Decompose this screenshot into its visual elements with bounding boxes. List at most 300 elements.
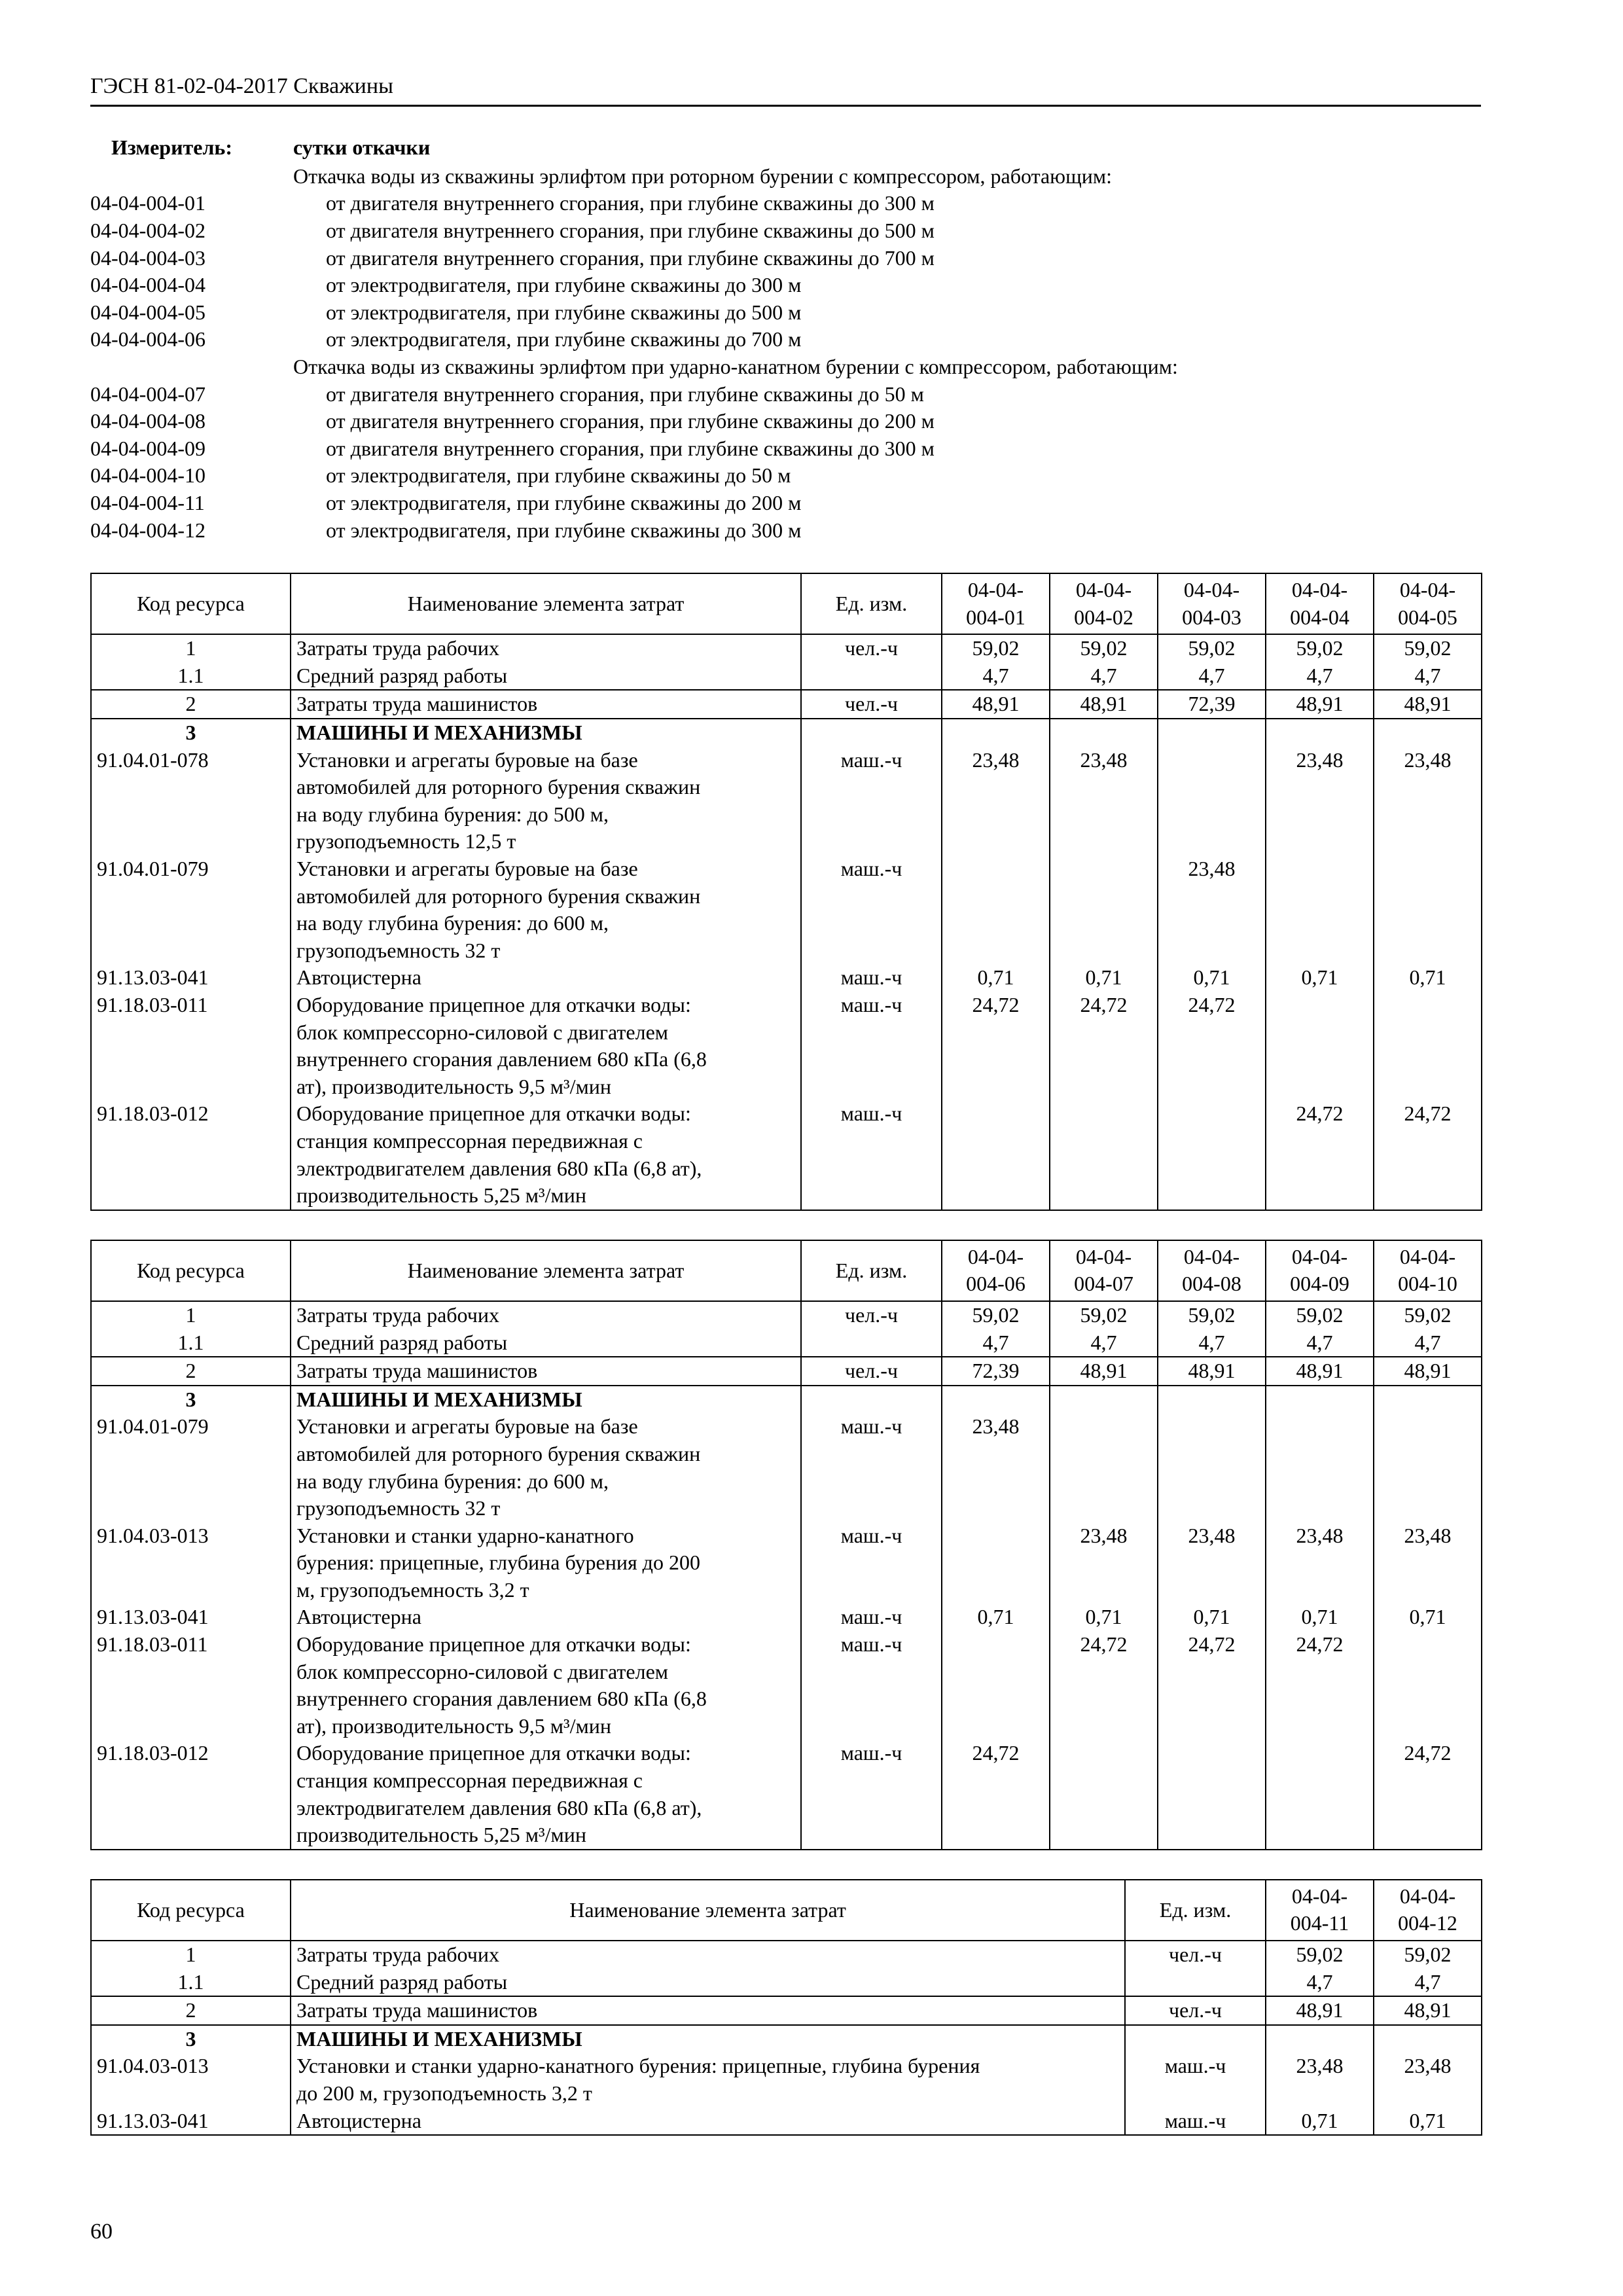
resource-name-line: автомобилей для роторного бурения скважин	[296, 884, 701, 908]
resource-value: 0,71	[1266, 2108, 1374, 2136]
group-title: Откачка воды из скважины эрлифтом при роторном бурении с компрессором, работающим:	[293, 164, 1112, 188]
resource-unit: маш.-ч	[801, 1631, 942, 1740]
resource-value	[1266, 1386, 1374, 1414]
resource-name-line: бурения: прицепные, глубина бурения до 200	[296, 1551, 700, 1575]
resource-unit: маш.-ч	[801, 1604, 942, 1631]
resource-value: 4,7	[1158, 1329, 1266, 1357]
item-description: от двигателя внутреннего сгорания, при глубине скважины до 300 м	[326, 191, 935, 215]
resource-value	[1266, 855, 1374, 964]
resource-value	[942, 1386, 1050, 1414]
resource-value: 24,72	[1266, 1100, 1374, 1210]
resource-value: 0,71	[942, 964, 1050, 992]
resource-unit: маш.-ч	[801, 1413, 942, 1522]
resource-name-line: МАШИНЫ И МЕХАНИЗМЫ	[296, 721, 582, 745]
resource-value: 59,02	[1266, 634, 1374, 662]
resource-name-line: Установки и агрегаты буровые на базе	[296, 1414, 638, 1439]
resource-value: 0,71	[1374, 1604, 1482, 1631]
resource-unit: маш.-ч	[1125, 2053, 1266, 2107]
item-description: от электродвигателя, при глубине скважины до 300 м	[326, 273, 802, 297]
resource-value: 24,72	[1050, 992, 1158, 1100]
header-name: Наименование элемента затрат	[291, 1880, 1125, 1941]
resource-value	[942, 1100, 1050, 1210]
resource-code: 91.18.03-011	[91, 992, 291, 1100]
resource-unit: чел.-ч	[801, 1301, 942, 1329]
code-list-item	[90, 517, 1481, 545]
resource-value: 48,91	[1050, 690, 1158, 719]
item-description: от электродвигателя, при глубине скважины до 300 м	[326, 518, 802, 542]
resource-name-line: Средний разряд работы	[296, 1330, 508, 1354]
resource-value: 23,48	[1158, 1522, 1266, 1604]
resource-value: 0,71	[942, 1604, 1050, 1631]
table-row	[91, 1740, 1482, 1849]
resource-code: 1.1	[91, 1329, 291, 1357]
resource-value: 0,71	[1374, 964, 1482, 992]
resource-unit: чел.-ч	[801, 1357, 942, 1386]
resource-value: 4,7	[1050, 662, 1158, 691]
item-description: от двигателя внутреннего сгорания, при глубине скважины до 700 м	[326, 245, 935, 270]
resource-name-line: м, грузоподъемность 3,2 т	[296, 1577, 529, 1602]
norm-code-line: 004-01	[966, 605, 1026, 629]
resource-code: 91.13.03-041	[91, 964, 291, 992]
table-row	[91, 992, 1482, 1100]
resource-value: 72,39	[1158, 690, 1266, 719]
resource-unit	[801, 1329, 942, 1357]
resource-value: 4,7	[1266, 1329, 1374, 1357]
norm-code-line: 004-12	[1398, 1911, 1457, 1935]
resource-value: 59,02	[1158, 634, 1266, 662]
resource-value: 4,7	[1374, 1329, 1482, 1357]
resource-value: 4,7	[1050, 1329, 1158, 1357]
norm-code-line: 04-04-	[1075, 578, 1132, 602]
item-code: 04-04-004-12	[90, 518, 205, 542]
resource-code: 91.04.01-079	[91, 855, 291, 964]
resource-value: 24,72	[1158, 992, 1266, 1100]
resource-value: 23,48	[1374, 747, 1482, 855]
item-code: 04-04-004-09	[90, 436, 205, 460]
resource-code: 1.1	[91, 662, 291, 691]
norm-code-line: 004-04	[1290, 605, 1349, 629]
code-list-item	[90, 299, 1481, 327]
resource-value: 24,72	[1050, 1631, 1158, 1740]
code-list-item	[90, 435, 1481, 463]
resource-name	[291, 719, 801, 747]
resource-unit	[801, 719, 942, 747]
table-row	[91, 1413, 1482, 1522]
resource-unit: маш.-ч	[801, 747, 942, 855]
resource-value: 24,72	[1266, 1631, 1374, 1740]
code-list-item	[90, 190, 1481, 217]
resource-name	[291, 1969, 1125, 1997]
resource-name-line: автомобилей для роторного бурения скважин	[296, 1441, 701, 1465]
resource-code: 3	[91, 1386, 291, 1414]
table-row	[91, 2108, 1482, 2136]
resource-name-line: грузоподъемность 32 т	[296, 1496, 501, 1520]
resource-name-line: Установки и станки ударно-канатного бурения: прицепные, глубина бурения	[296, 2054, 980, 2078]
resource-value: 59,02	[1158, 1301, 1266, 1329]
resource-value: 72,39	[942, 1357, 1050, 1386]
item-description: от двигателя внутреннего сгорания, при глубине скважины до 500 м	[326, 218, 935, 242]
resource-unit: маш.-ч	[801, 1100, 942, 1210]
resource-value: 23,48	[942, 747, 1050, 855]
resource-value: 4,7	[942, 1329, 1050, 1357]
resource-value: 48,91	[1158, 1357, 1266, 1386]
resource-code: 91.04.03-013	[91, 2053, 291, 2107]
header-name: Наименование элемента затрат	[291, 1240, 801, 1301]
resource-name-line: производительность 5,25 м³/мин	[296, 1823, 586, 1847]
norm-code-line: 004-10	[1398, 1272, 1457, 1296]
resource-value: 24,72	[1374, 1740, 1482, 1849]
item-code: 04-04-004-04	[90, 273, 205, 297]
group-title: Откачка воды из скважины эрлифтом при ударно-канатном бурении с компрессором, работающим:	[293, 354, 1178, 378]
resource-name-line: Средний разряд работы	[296, 663, 508, 687]
resource-value	[1266, 2025, 1374, 2053]
resource-value: 24,72	[942, 1740, 1050, 1849]
measure-value: сутки откачки	[293, 135, 431, 160]
resource-name-line: внутреннего сгорания давлением 680 кПа (6,8	[296, 1687, 707, 1711]
norm-code-line: 004-08	[1182, 1272, 1241, 1296]
norm-code-line: 04-04-	[1291, 1884, 1348, 1908]
resource-name	[291, 2053, 1125, 2107]
norm-code-line: 04-04-	[1291, 578, 1348, 602]
code-list-item	[90, 326, 1481, 353]
table-row	[91, 1301, 1482, 1329]
tables-container	[90, 573, 1481, 2136]
resource-name-line: ат), производительность 9,5 м³/мин	[296, 1713, 611, 1738]
table-row	[91, 1100, 1482, 1210]
resource-value	[1374, 1386, 1482, 1414]
resource-name	[291, 662, 801, 691]
table-row	[91, 634, 1482, 662]
page-number: 60	[90, 2219, 113, 2244]
resource-code: 91.04.01-078	[91, 747, 291, 855]
table-row	[91, 1386, 1482, 1414]
resource-name-line: грузоподъемность 32 т	[296, 938, 501, 962]
resource-value	[1266, 1413, 1374, 1522]
norm-code-line: 04-04-	[1291, 1244, 1348, 1268]
header-norm-code	[1050, 1240, 1158, 1301]
item-description: от электродвигателя, при глубине скважины до 200 м	[326, 490, 802, 514]
resource-value: 59,02	[1374, 1301, 1482, 1329]
norm-code-line: 04-04-	[967, 578, 1024, 602]
header-norm-code	[1158, 573, 1266, 634]
resource-unit: чел.-ч	[1125, 1941, 1266, 1969]
code-list-item	[90, 245, 1481, 272]
resource-name-line: Затраты труда рабочих	[296, 1943, 499, 1966]
header-norm-code	[1374, 1880, 1482, 1941]
resource-unit: маш.-ч	[801, 855, 942, 964]
table-row	[91, 719, 1482, 747]
item-description: от двигателя внутреннего сгорания, при глубине скважины до 300 м	[326, 436, 935, 460]
table-row	[91, 1522, 1482, 1604]
norm-code-line: 04-04-	[1399, 578, 1456, 602]
resource-name-line: Установки и агрегаты буровые на базе	[296, 857, 638, 881]
resource-value: 0,71	[1158, 964, 1266, 992]
header-norm-code	[942, 1240, 1050, 1301]
header-code: Код ресурса	[91, 1240, 291, 1301]
resource-name-line: Затраты труда рабочих	[296, 636, 499, 660]
norm-code-line: 04-04-	[1399, 1244, 1456, 1268]
resource-name-line: производительность 5,25 м³/мин	[296, 1183, 586, 1208]
item-description: от двигателя внутреннего сгорания, при глубине скважины до 200 м	[326, 409, 935, 433]
resource-name-line: внутреннего сгорания давлением 680 кПа (6,8	[296, 1047, 707, 1071]
code-list-item	[90, 217, 1481, 245]
resource-value: 0,71	[1374, 2108, 1482, 2136]
resource-value: 4,7	[1158, 662, 1266, 691]
resource-name	[291, 1386, 801, 1414]
resource-name-line: электродвигателем давления 680 кПа (6,8 ат),	[296, 1795, 702, 1820]
resource-value	[1050, 1100, 1158, 1210]
resource-name	[291, 855, 801, 964]
resource-value	[942, 719, 1050, 747]
header-norm-code	[1374, 1240, 1482, 1301]
resource-code: 3	[91, 719, 291, 747]
table-row	[91, 855, 1482, 964]
resource-name	[291, 1996, 1125, 2025]
resource-unit: маш.-ч	[801, 964, 942, 992]
table-row	[91, 1604, 1482, 1631]
measure-label: Измеритель:	[111, 135, 232, 160]
code-list-item	[90, 408, 1481, 435]
resource-value: 4,7	[1374, 1969, 1482, 1997]
resource-name-line: Автоцистерна	[296, 2108, 421, 2132]
resource-name	[291, 1631, 801, 1740]
resource-value: 59,02	[1050, 1301, 1158, 1329]
item-code: 04-04-004-07	[90, 382, 205, 406]
resource-code: 1.1	[91, 1969, 291, 1997]
norm-code-line: 004-11	[1290, 1911, 1349, 1935]
resource-code: 91.13.03-041	[91, 2108, 291, 2136]
resource-name-line: Средний разряд работы	[296, 1969, 508, 1994]
code-list-item	[90, 490, 1481, 517]
resource-code: 91.18.03-011	[91, 1631, 291, 1740]
resource-name	[291, 690, 801, 719]
resource-value: 23,48	[1050, 1522, 1158, 1604]
resource-name-line: Затраты труда машинистов	[296, 1998, 538, 2022]
resource-code: 91.04.01-079	[91, 1413, 291, 1522]
resource-code: 91.18.03-012	[91, 1100, 291, 1210]
resource-value: 24,72	[942, 992, 1050, 1100]
resource-value: 23,48	[1266, 2053, 1374, 2107]
norm-code-line: 004-05	[1398, 605, 1457, 629]
resource-value: 59,02	[1050, 634, 1158, 662]
resource-name-line: Оборудование прицепное для откачки воды:	[296, 1632, 691, 1657]
resource-value: 48,91	[1266, 690, 1374, 719]
table-row	[91, 1357, 1482, 1386]
resource-value: 23,48	[1266, 1522, 1374, 1604]
resource-value: 23,48	[942, 1413, 1050, 1522]
resource-value: 0,71	[1050, 964, 1158, 992]
item-code: 04-04-004-11	[90, 490, 205, 514]
header-norm-code	[1374, 573, 1482, 634]
resource-value: 59,02	[1266, 1941, 1374, 1969]
norm-code-line: 004-07	[1074, 1272, 1133, 1296]
resource-value	[942, 1522, 1050, 1604]
resource-unit	[801, 662, 942, 691]
resource-name	[291, 2108, 1125, 2136]
resource-name-line: до 200 м, грузоподъемность 3,2 т	[296, 2081, 592, 2105]
resource-code: 1	[91, 1941, 291, 1969]
resource-value: 23,48	[1374, 1522, 1482, 1604]
resource-name	[291, 1413, 801, 1522]
norm-code-line: 04-04-	[1183, 1244, 1240, 1268]
table-row	[91, 662, 1482, 691]
norm-code-line: 04-04-	[1183, 578, 1240, 602]
resource-name	[291, 1740, 801, 1849]
header-unit: Ед. изм.	[801, 573, 942, 634]
resource-value	[1374, 1413, 1482, 1522]
resource-value	[1374, 1631, 1482, 1740]
resource-unit: маш.-ч	[801, 1522, 942, 1604]
header-norm-code	[1266, 1240, 1374, 1301]
header-unit: Ед. изм.	[1125, 1880, 1266, 1941]
resource-name	[291, 1301, 801, 1329]
resource-value	[1050, 1413, 1158, 1522]
resource-value: 59,02	[942, 634, 1050, 662]
resource-value	[1158, 747, 1266, 855]
resource-name	[291, 1100, 801, 1210]
resource-unit	[1125, 1969, 1266, 1997]
norm-code-line: 004-06	[966, 1272, 1026, 1296]
item-description: от электродвигателя, при глубине скважины до 700 м	[326, 327, 802, 351]
resource-value: 24,72	[1158, 1631, 1266, 1740]
resource-name-line: Установки и станки ударно-канатного	[296, 1523, 634, 1547]
resource-name-line: станция компрессорная передвижная с	[296, 1768, 643, 1793]
resource-value	[1050, 719, 1158, 747]
resource-name-line: Оборудование прицепное для откачки воды:	[296, 1102, 691, 1126]
resource-name-line: ат), производительность 9,5 м³/мин	[296, 1074, 611, 1098]
item-code: 04-04-004-02	[90, 218, 205, 242]
resource-unit: маш.-ч	[801, 1740, 942, 1849]
resource-name-line: грузоподъемность 12,5 т	[296, 829, 516, 853]
resource-name	[291, 1604, 801, 1631]
resource-value: 23,48	[1050, 747, 1158, 855]
resource-name	[291, 747, 801, 855]
resource-name-line: на воду глубина бурения: до 500 м,	[296, 802, 609, 826]
resource-name-line: Установки и агрегаты буровые на базе	[296, 747, 638, 772]
code-list	[90, 163, 1481, 544]
measure-row	[90, 134, 1481, 162]
resource-value	[942, 855, 1050, 964]
norm-code-line: 04-04-	[1075, 1244, 1132, 1268]
resource-value	[1266, 1740, 1374, 1849]
resource-code: 2	[91, 1996, 291, 2025]
resource-name-line: блок компрессорно-силовой с двигателем	[296, 1020, 669, 1044]
resource-value: 59,02	[1374, 1941, 1482, 1969]
table-row	[91, 747, 1482, 855]
resource-name	[291, 992, 801, 1100]
resource-table	[90, 573, 1482, 1211]
item-description: от электродвигателя, при глубине скважины до 500 м	[326, 300, 802, 324]
resource-value	[1266, 719, 1374, 747]
resource-value: 48,91	[1050, 1357, 1158, 1386]
resource-value: 23,48	[1158, 855, 1266, 964]
resource-name-line: электродвигателем давления 680 кПа (6,8 ат),	[296, 1156, 702, 1180]
table-row	[91, 1329, 1482, 1357]
resource-code: 1	[91, 1301, 291, 1329]
table-row	[91, 690, 1482, 719]
resource-value: 48,91	[1374, 1996, 1482, 2025]
table-row	[91, 2053, 1482, 2107]
resource-name-line: Оборудование прицепное для откачки воды:	[296, 1741, 691, 1765]
resource-unit: чел.-ч	[1125, 1996, 1266, 2025]
resource-value	[1374, 719, 1482, 747]
resource-name-line: МАШИНЫ И МЕХАНИЗМЫ	[296, 2026, 582, 2051]
resource-value: 4,7	[1266, 662, 1374, 691]
resource-unit: чел.-ч	[801, 690, 942, 719]
resource-value: 4,7	[1266, 1969, 1374, 1997]
resource-value	[1158, 1413, 1266, 1522]
resource-value	[1158, 1740, 1266, 1849]
resource-name-line: Затраты труда машинистов	[296, 692, 538, 716]
resource-name-line: Оборудование прицепное для откачки воды:	[296, 993, 691, 1016]
resource-name-line: станция компрессорная передвижная с	[296, 1128, 643, 1153]
item-code: 04-04-004-08	[90, 409, 205, 433]
running-header: ГЭСН 81-02-04-2017 Скважины	[90, 72, 1481, 107]
resource-value: 4,7	[942, 662, 1050, 691]
resource-value: 59,02	[942, 1301, 1050, 1329]
item-code: 04-04-004-03	[90, 245, 205, 270]
resource-value	[1266, 992, 1374, 1100]
resource-name	[291, 2025, 1125, 2053]
resource-value	[1158, 719, 1266, 747]
resource-code: 91.18.03-012	[91, 1740, 291, 1849]
resource-code: 3	[91, 2025, 291, 2053]
resource-code: 91.04.03-013	[91, 1522, 291, 1604]
resource-value: 0,71	[1050, 1604, 1158, 1631]
header-code: Код ресурса	[91, 1880, 291, 1941]
norm-code-line: 004-02	[1074, 605, 1133, 629]
code-list-item	[90, 272, 1481, 299]
item-code: 04-04-004-05	[90, 300, 205, 324]
resource-value: 59,02	[1374, 634, 1482, 662]
resource-code: 2	[91, 1357, 291, 1386]
resource-name-line: Автоцистерна	[296, 965, 421, 990]
resource-value: 0,71	[1266, 1604, 1374, 1631]
table-row	[91, 964, 1482, 992]
header-norm-code	[942, 573, 1050, 634]
table-row	[91, 1941, 1482, 1969]
resource-name	[291, 1329, 801, 1357]
header-norm-code	[1266, 1880, 1374, 1941]
header-code: Код ресурса	[91, 573, 291, 634]
resource-table	[90, 1879, 1482, 2136]
header-name: Наименование элемента затрат	[291, 573, 801, 634]
resource-value: 0,71	[1158, 1604, 1266, 1631]
resource-value: 23,48	[1266, 747, 1374, 855]
resource-value	[1050, 1386, 1158, 1414]
resource-value	[1050, 1740, 1158, 1849]
norm-code-line: 04-04-	[967, 1244, 1024, 1268]
resource-value	[942, 1631, 1050, 1740]
resource-value: 24,72	[1374, 1100, 1482, 1210]
resource-name	[291, 964, 801, 992]
item-code: 04-04-004-01	[90, 191, 205, 215]
resource-value: 48,91	[942, 690, 1050, 719]
item-code: 04-04-004-06	[90, 327, 205, 351]
header-norm-code	[1158, 1240, 1266, 1301]
resource-value	[1374, 855, 1482, 964]
resource-value: 23,48	[1374, 2053, 1482, 2107]
resource-value: 59,02	[1266, 1301, 1374, 1329]
resource-name-line: автомобилей для роторного бурения скважин	[296, 775, 701, 799]
resource-unit	[801, 1386, 942, 1414]
resource-name	[291, 634, 801, 662]
table-row	[91, 1996, 1482, 2025]
resource-name-line: МАШИНЫ И МЕХАНИЗМЫ	[296, 1387, 582, 1411]
resource-name-line: на воду глубина бурения: до 600 м,	[296, 1469, 609, 1493]
resource-unit: чел.-ч	[801, 634, 942, 662]
norm-code-line: 004-03	[1182, 605, 1241, 629]
